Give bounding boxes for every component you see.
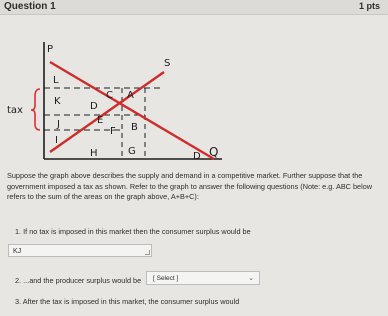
label-q: Q	[209, 145, 219, 159]
tax-bracket	[31, 89, 40, 130]
question-2-prompt: 2. ...and the producer surplus would be	[15, 276, 142, 285]
question-1-answer-field[interactable]	[8, 244, 152, 257]
demand-curve	[50, 62, 214, 159]
supply-demand-graph	[0, 36, 240, 168]
question-3-prompt: 3. After the tax is imposed in this market, the consumer surplus would	[15, 297, 240, 306]
label-f: F	[110, 126, 116, 137]
label-s: S	[164, 58, 171, 69]
question-1-prompt: 1. If no tax is imposed in this market then the consumer surplus would be	[15, 227, 251, 236]
supply-curve	[50, 72, 164, 152]
label-i: I	[55, 135, 58, 146]
label-a: A	[127, 90, 134, 101]
label-demand-d: D	[193, 151, 201, 162]
question-title: Question 1	[4, 1, 56, 12]
question-points: 1 pts	[358, 1, 380, 11]
label-h: H	[90, 148, 98, 159]
label-tax: tax	[7, 105, 23, 116]
question-1-answer-value: KJ	[13, 248, 22, 255]
resize-handle-icon[interactable]	[145, 250, 150, 255]
label-d: D	[90, 101, 98, 112]
label-c: C	[106, 90, 113, 101]
question-paragraph: Suppose the graph above describes the supply and demand in a competitive market. Further suppose that the government imposed a tax as shown. Refer to the graph to answer the following questions (Note: e.g. ABC below refers to the sum of the areas on the graph above, A+B+C):	[7, 171, 373, 202]
label-p: P	[47, 44, 54, 55]
label-e: E	[97, 115, 104, 126]
label-g: G	[128, 146, 136, 157]
label-j: J	[57, 119, 60, 130]
label-b: B	[131, 122, 138, 133]
question-header	[0, 0, 388, 15]
question-2-select-value: [ Select ]	[153, 275, 179, 282]
chevron-down-icon: ⌄	[248, 275, 254, 282]
label-k: K	[54, 96, 61, 107]
label-l: L	[53, 75, 59, 86]
question-2-select[interactable]	[146, 271, 260, 285]
